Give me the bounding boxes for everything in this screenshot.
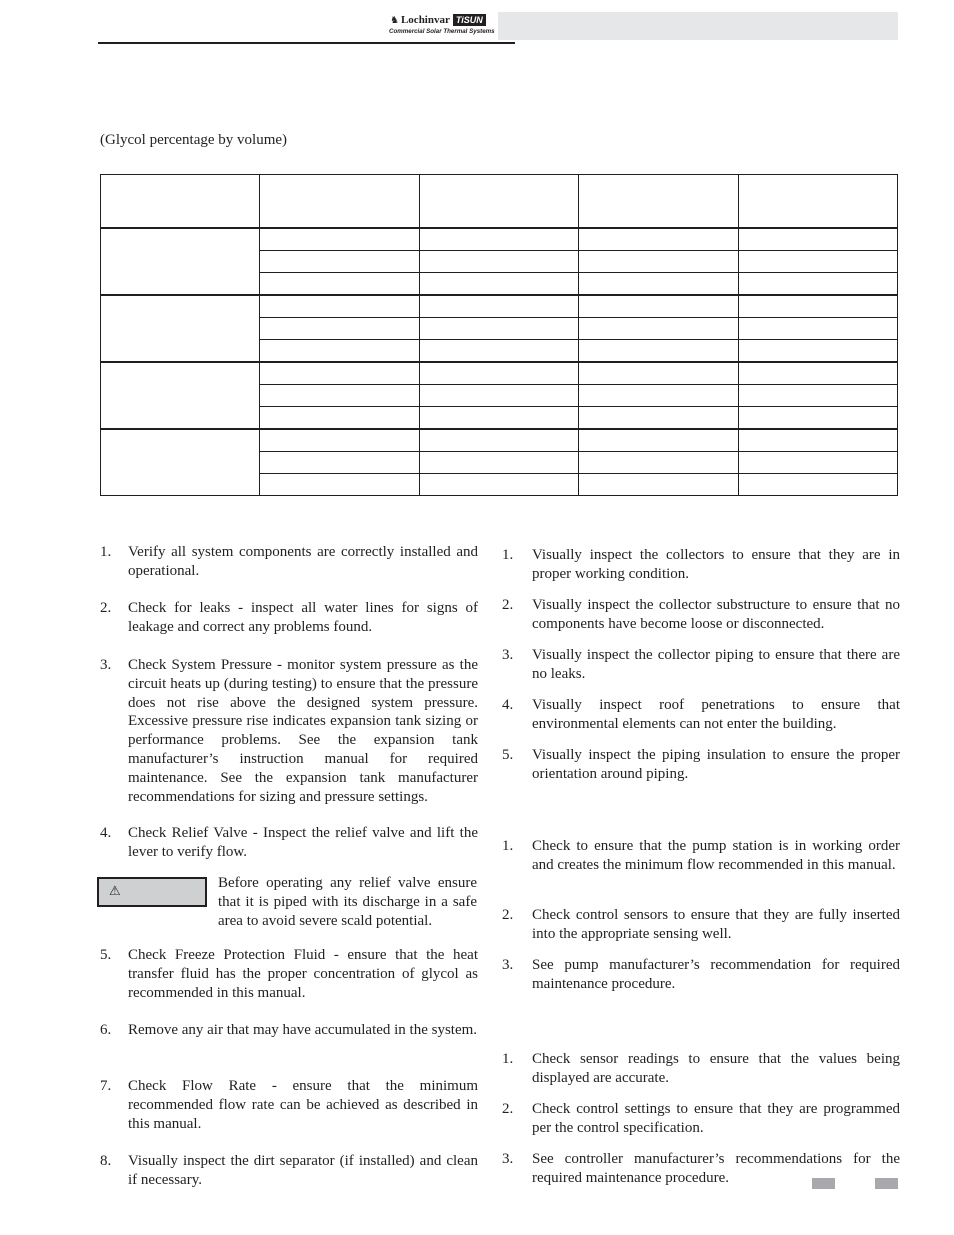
list-text: Check control sensors to ensure that they are fully inserted into the appropriate sensing well. [532,907,900,942]
warning-text: Before operating any relief valve ensure that it is piped with its discharge in a safe area to avoid severe scald potential. [218,875,477,929]
lion-icon: ♞ [390,14,399,26]
warning-label-box [97,877,207,907]
footer-tab [812,1178,835,1189]
list-number: 8. [100,1153,112,1169]
list-number: 4. [100,825,112,841]
list-number: 5. [100,947,112,963]
list-text: Check System Pressure - monitor system pressure as the circuit heats up (during testing) to ensure that the pressure does not rise above the designed system pressure. Excessive pressure rise indicates expansion tank sizing or performance problems. See the expansion tank manufacturer’s instruction manual for required maintenance. See the expansion tank manufacturer recommendations for sizing and pressure settings. [128,657,478,805]
table-header-cell [579,175,738,229]
table-row [101,362,898,385]
table-header-row [101,175,898,229]
table-group-cell [101,295,260,362]
list-text: Visually inspect the collectors to ensure that they are in proper working condition. [532,547,900,582]
table-caption: (Glycol percentage by volume) [100,132,288,148]
list-text: Verify all system components are correctly installed and operational. [128,544,478,579]
list-number: 5. [502,747,514,763]
list-text: Check for leaks - inspect all water lines for signs of leakage and correct any problems found. [128,600,478,635]
list-text: Check to ensure that the pump station is in working order and creates the minimum flow recommended in this manual. [532,838,900,873]
list-text: See controller manufacturer’s recommendations for the required maintenance procedure. [532,1151,900,1186]
table-group-cell [101,429,260,496]
list-text: Check sensor readings to ensure that the values being displayed are accurate. [532,1051,900,1086]
list-number: 2. [502,907,514,923]
logo-tisun: TiSUN [453,14,486,26]
list-number: 6. [100,1022,112,1038]
list-text: Check Relief Valve - Inspect the relief valve and lift the lever to verify flow. [128,825,478,860]
warning-triangle-icon: ⚠ [109,884,121,899]
list-number: 7. [100,1078,112,1094]
list-number: 2. [502,597,514,613]
logo-brand: Lochinvar [400,14,450,26]
list-number: 4. [502,697,514,713]
list-text: Visually inspect the dirt separator (if installed) and clean if necessary. [128,1153,478,1188]
list-number: 1. [502,838,514,854]
table-group-cell [101,362,260,429]
header-bar [497,12,898,40]
table-row [101,295,898,318]
logo-tagline: Commercial Solar Thermal Systems [389,28,495,35]
list-number: 1. [100,544,112,560]
header-rule [98,42,515,44]
table-header-cell [419,175,578,229]
list-text: Visually inspect the collector substructure to ensure that no components have become loose or disconnected. [532,597,900,632]
list-number: 1. [502,1051,514,1067]
glycol-table [100,174,898,496]
list-text: Visually inspect the collector piping to ensure that there are no leaks. [532,647,900,682]
list-number: 3. [502,957,514,973]
table-header-cell [260,175,419,229]
list-text: Visually inspect the piping insulation to ensure the proper orientation around piping. [532,747,900,782]
list-number: 1. [502,547,514,563]
list-text: Check control settings to ensure that they are programmed per the control specification. [532,1101,900,1136]
list-number: 3. [502,1151,514,1167]
logo [388,12,498,40]
list-text: See pump manufacturer’s recommendation for required maintenance procedure. [532,957,900,992]
list-number: 3. [100,657,112,673]
list-text: Remove any air that may have accumulated in the system. [128,1022,478,1038]
list-number: 3. [502,647,514,663]
table-group-cell [101,228,260,295]
list-number: 2. [100,600,112,616]
list-number: 2. [502,1101,514,1117]
table-row [101,228,898,251]
table-header-cell [101,175,260,229]
table-row [101,429,898,452]
footer-tab [875,1178,898,1189]
list-text: Check Freeze Protection Fluid - ensure that the heat transfer fluid has the proper concentration of glycol as recommended in this manual. [128,947,478,1001]
list-text: Visually inspect roof penetrations to ensure that environmental elements can not enter the building. [532,697,900,732]
table-header-cell [738,175,897,229]
list-text: Check Flow Rate - ensure that the minimum recommended flow rate can be achieved as described in this manual. [128,1078,478,1132]
